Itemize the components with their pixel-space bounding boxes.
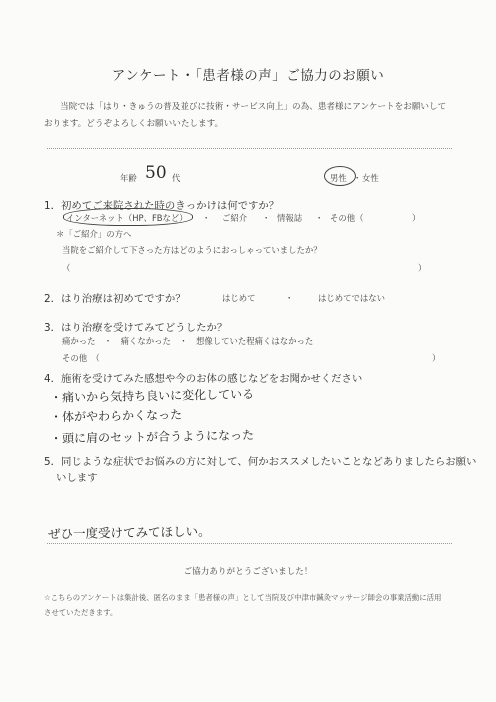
q2-option-not-first: はじめてではない [318, 293, 385, 303]
q4-answer-2: ・体がやわらかくなった [49, 407, 183, 425]
gender-female: 女性 [362, 173, 379, 183]
q2-option-first: はじめて [222, 293, 256, 303]
page-title: アンケート・「患者様の声」ご協力のお願い [111, 68, 385, 84]
q1-question: 1．初めてご来院された時のきっかけは何ですか？ [44, 200, 280, 212]
q1-option-internet: インターネット（HP、FBなど） [66, 213, 188, 223]
intro-line-2: おります。どうぞよろしくお願いいたします。 [44, 119, 224, 129]
divider [47, 543, 452, 544]
q3-options: 痛かった ・ 痛くなかった ・ 想像していた程痛くはなかった [62, 336, 314, 346]
q1-sep-1: ・ [202, 213, 211, 223]
footer-line-2: させていただきます。 [44, 608, 118, 617]
q1-referral-question: 当院をご紹介して下さった方はどのようにおっしゃっていましたか？ [62, 245, 322, 255]
thanks-message: ご協力ありがとうございました！ [183, 567, 313, 577]
q1-paren-close: ） [418, 263, 427, 273]
q3-question: 3．はり治療を受けてみてどうしたか？ [44, 322, 228, 334]
q1-sep-2: ・ [262, 213, 271, 223]
q1-other-close: ） [412, 213, 421, 223]
divider [47, 148, 452, 149]
q1-paren-open: （ [62, 263, 71, 273]
q1-referral-note: ＊「ご紹介」の方へ [56, 229, 132, 239]
gender-male: 男性 [330, 173, 347, 183]
q4-answer-3: ・頭に肩のセットが合うようになった [49, 428, 255, 446]
q2-question: 2．はり治療は初めてですか？ [44, 293, 186, 305]
age-value: 50 [145, 163, 167, 183]
q4-question: 4．施術を受けてみた感想や今のお体の感じなどをお聞かせください [44, 373, 363, 385]
q2-sep: ・ [285, 293, 294, 303]
q4-answer-1: ・痛いから気持ち良いに変化している [49, 387, 255, 405]
q1-option-referral: ご紹介 [222, 213, 248, 223]
q1-option-other: その他（ [330, 213, 364, 223]
age-label: 年齢 [120, 173, 137, 183]
age-suffix: 代 [172, 173, 181, 183]
intro-line-1: 当院では「はり・きゅうの普及並びに技術・サービス向上」の為、患者様にアンケートをお願いして [60, 102, 447, 112]
footer-line-1: ☆こちらのアンケートは集計後、匿名のまま「患者様の声」として当院及び中津市鍼灸マッサージ師会の事業活動に活用 [44, 593, 442, 602]
gender-separator: ・ [353, 173, 362, 183]
q1-sep-3: ・ [315, 213, 324, 223]
q5-question-line-2: いします [56, 472, 98, 484]
q3-paren-close: ） [432, 353, 441, 363]
q5-question-line-1: 5．同じような症状でお悩みの方に対して、何かおススメしたいことなどありましたらお願い [44, 456, 477, 468]
q5-answer: ぜひ一度受けてみてほしい。 [47, 523, 211, 542]
q3-other: その他 （ [62, 353, 100, 363]
q1-option-magazine: 情報誌 [277, 213, 303, 223]
